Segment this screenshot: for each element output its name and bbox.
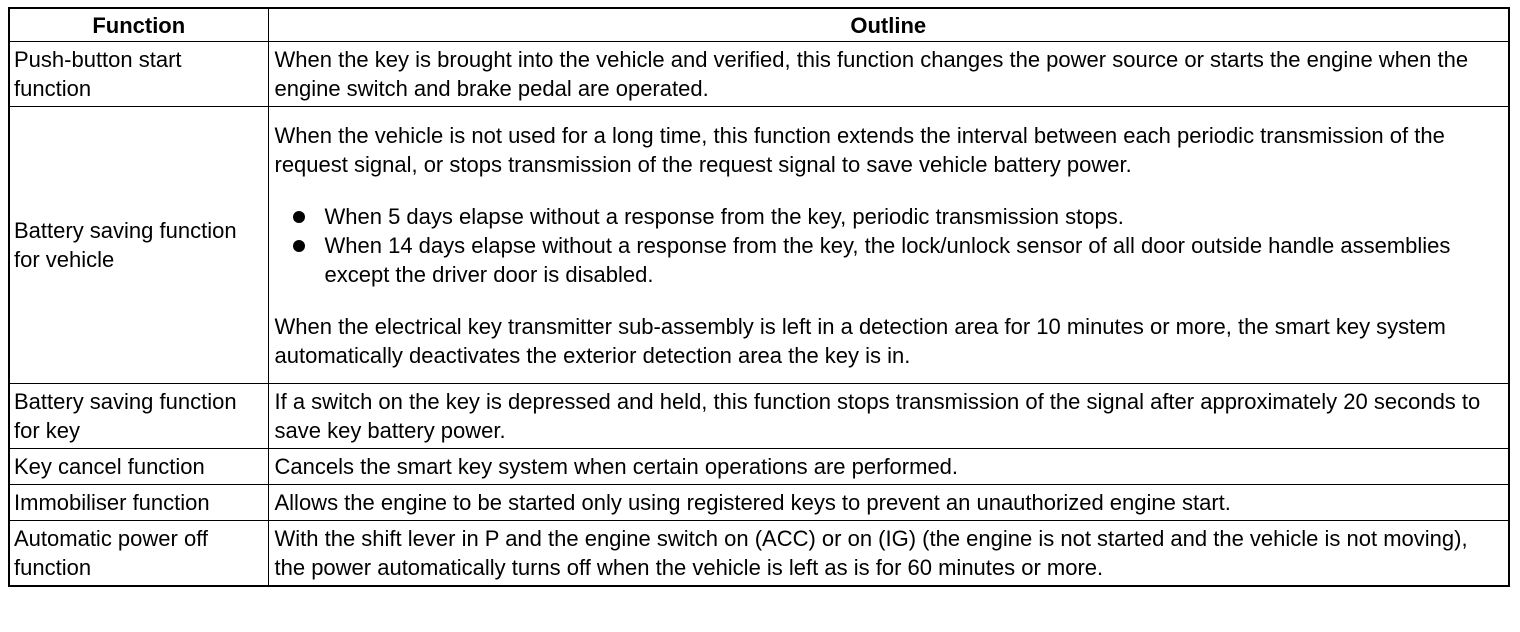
function-cell: Automatic power off function (9, 521, 268, 587)
outline-cell: If a switch on the key is depressed and held, this function stops transmission of the signal after approximately 20 seconds to save key battery power. (268, 384, 1509, 449)
function-cell: Battery saving function for vehicle (9, 107, 268, 384)
table-header-row (9, 8, 1509, 42)
function-cell: Key cancel function (9, 449, 268, 485)
table-row (9, 449, 1509, 485)
column-header-function: Function (9, 8, 268, 42)
outline-extra-paragraph: When the electrical key transmitter sub-assembly is left in a detection area for 10 minutes or more, the smart key system automatically deactivates the exterior detection area the key is in. (274, 313, 1446, 368)
function-cell: Immobiliser function (9, 485, 268, 521)
column-header-outline: Outline (268, 8, 1509, 42)
bullet-text: When 5 days elapse without a response from the key, periodic transmission stops. (324, 203, 1124, 229)
table-row (9, 107, 1509, 384)
bullet-list (275, 202, 1503, 289)
list-item (289, 231, 1503, 289)
bullet-icon (293, 240, 305, 252)
table-row (9, 384, 1509, 449)
list-item (289, 202, 1503, 231)
outline-cell: Cancels the smart key system when certain operations are performed. (268, 449, 1509, 485)
bullet-text: When 14 days elapse without a response from the key, the lock/unlock sensor of all door outside handle assemblies except the driver door is disabled. (324, 232, 1451, 287)
outline-intro-paragraph: When the vehicle is not used for a long time, this function extends the interval between each periodic transmission of the request signal, or stops transmission of the request signal to save vehicle battery power. (274, 122, 1445, 177)
function-outline-document (8, 7, 1508, 587)
outline-cell: With the shift lever in P and the engine switch on (ACC) or on (IG) (the engine is not started and the vehicle is not moving), the power automatically turns off when the vehicle is left as is for 60 minutes or more. (268, 521, 1509, 587)
outline-cell: When the key is brought into the vehicle and verified, this function changes the power source or starts the engine when the engine switch and brake pedal are operated. (268, 42, 1509, 107)
table-row (9, 42, 1509, 107)
outline-cell: Allows the engine to be started only using registered keys to prevent an unauthorized engine start. (268, 485, 1509, 521)
table-row (9, 485, 1509, 521)
table-row (9, 521, 1509, 587)
outline-cell (268, 107, 1509, 384)
function-outline-table (8, 7, 1510, 587)
function-cell: Push-button start function (9, 42, 268, 107)
bullet-icon (293, 211, 305, 223)
function-cell: Battery saving function for key (9, 384, 268, 449)
